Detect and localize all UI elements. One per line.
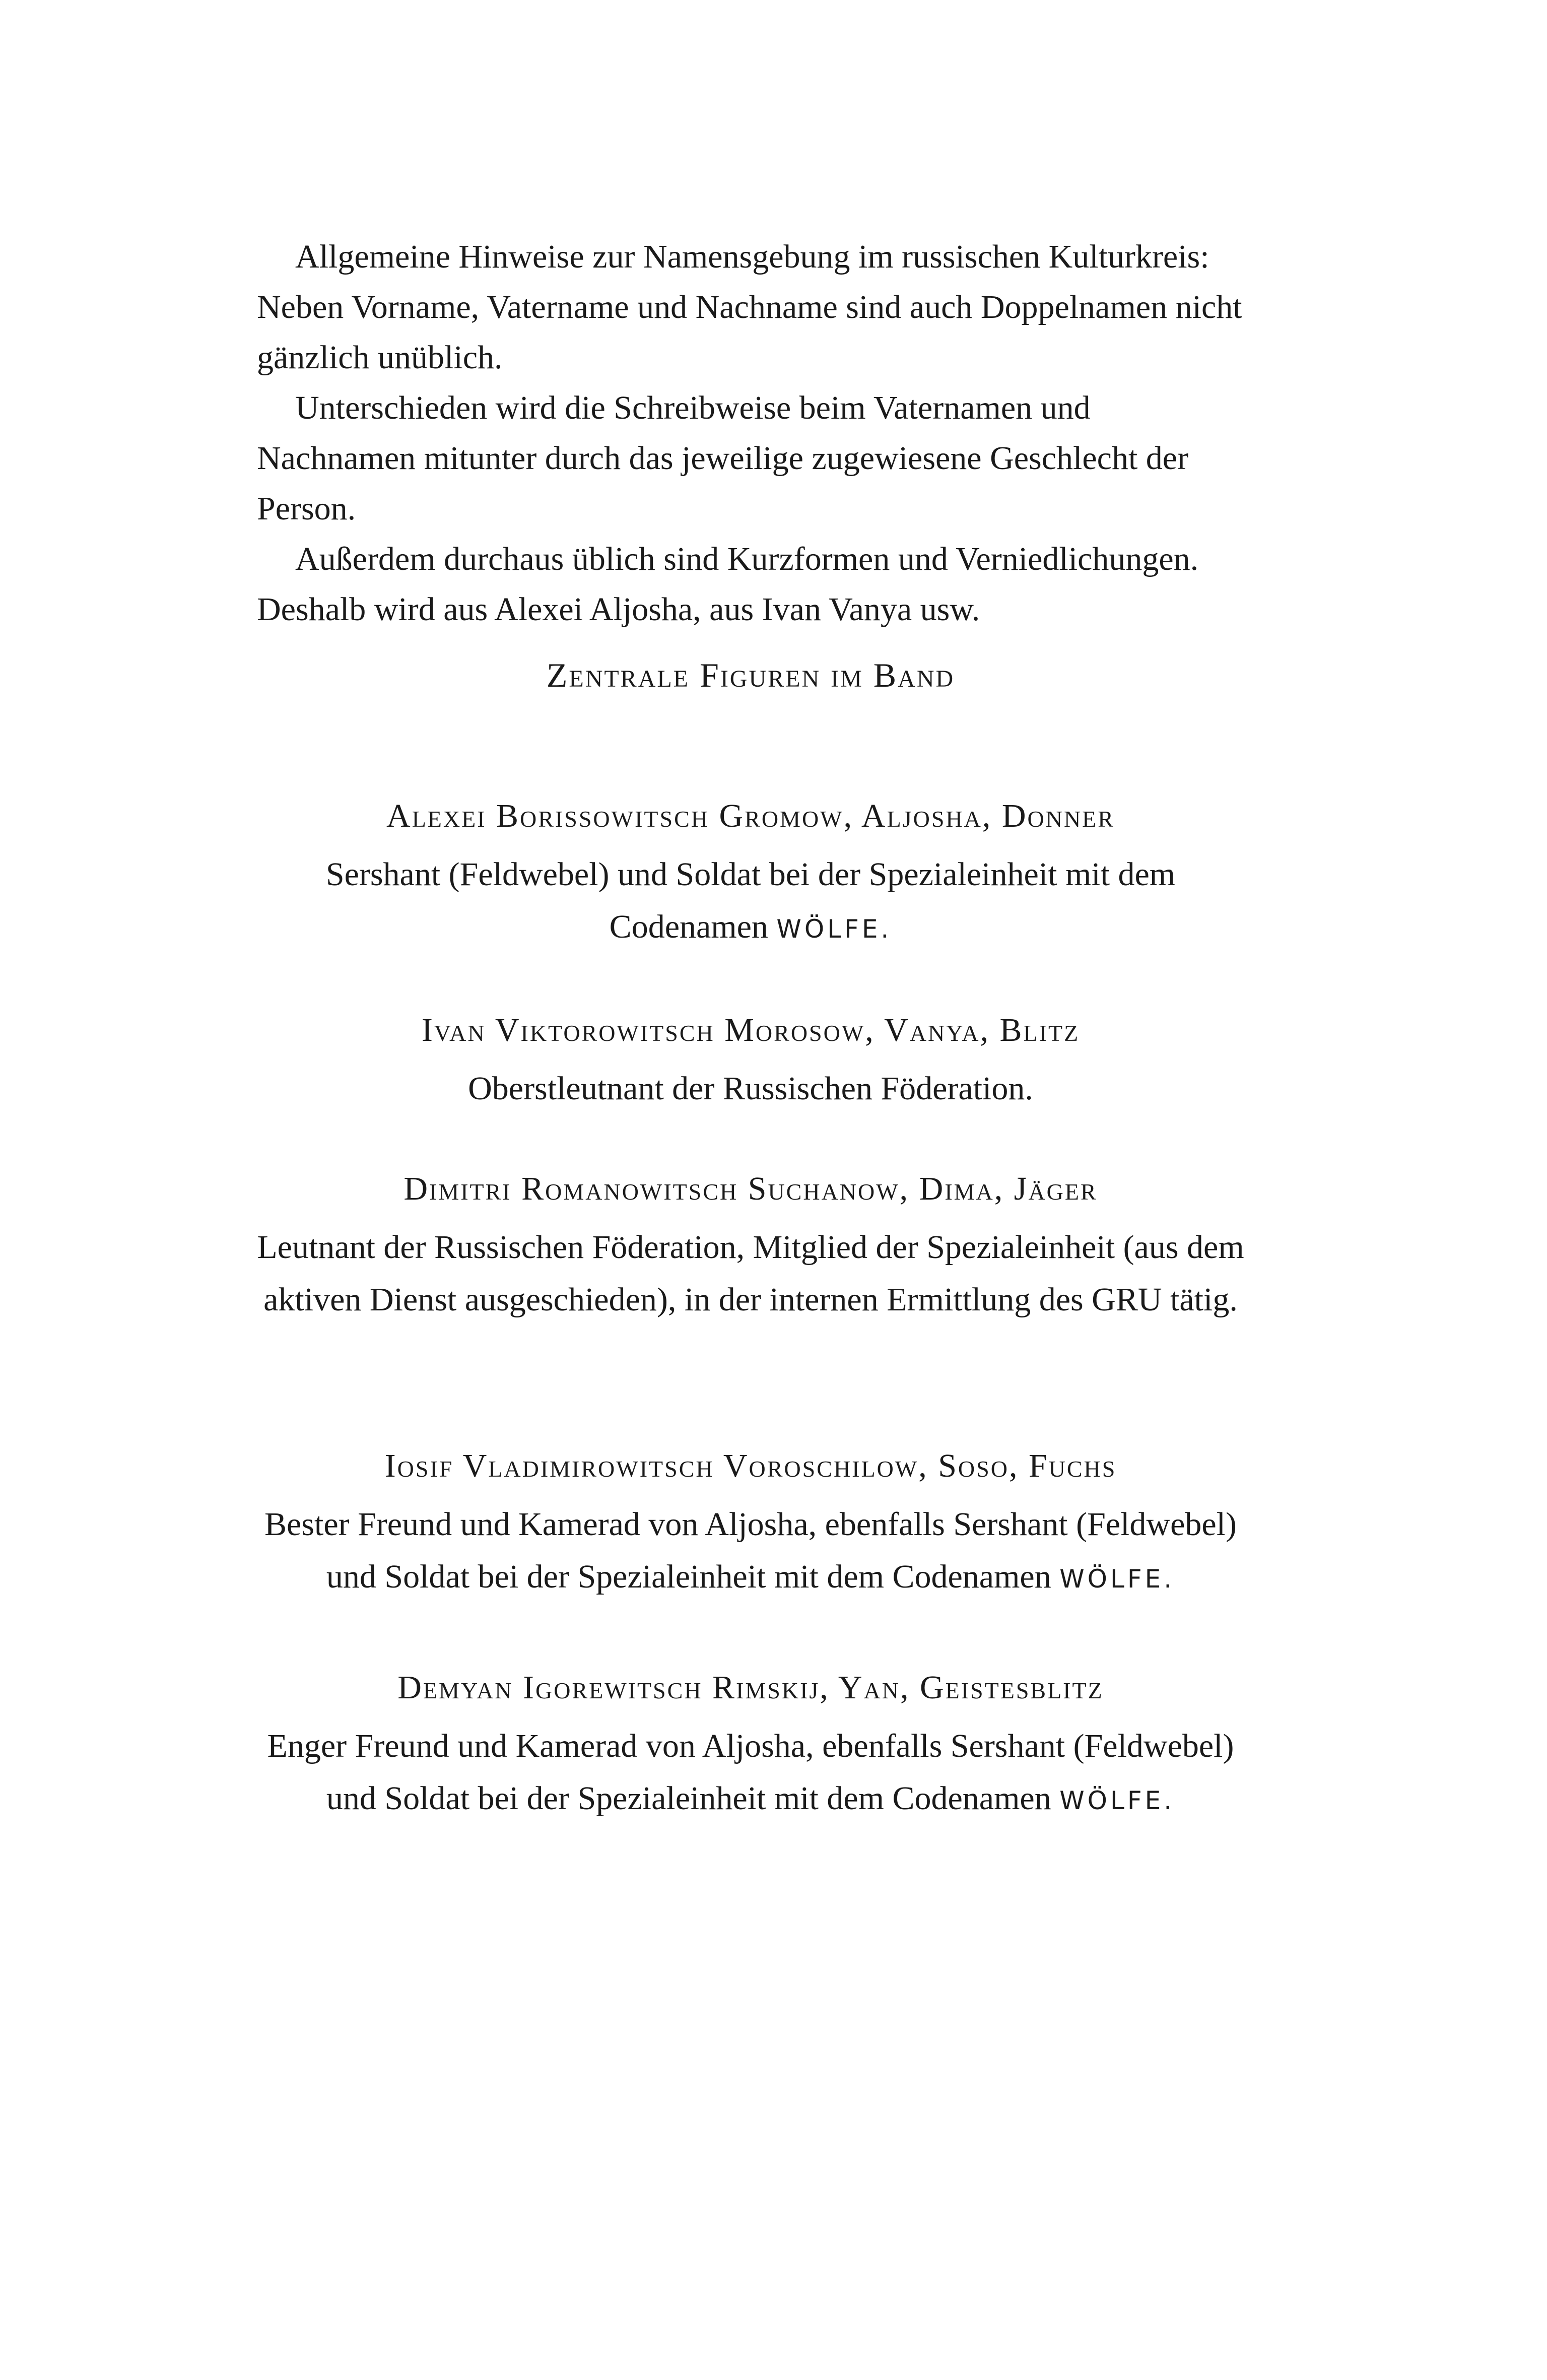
character-entry <box>247 791 1254 955</box>
character-description <box>247 1720 1254 1827</box>
character-description-text: Sershant (Feldwebel) und Soldat bei der Spezialeinheit mit dem Codenamen <box>325 856 1176 945</box>
intro-paragraph: Unterschieden wird die Schreibweise beim Vaternamen und Nachnamen mitunter durch das jeweilige zugewiesene Geschlecht der Person. <box>257 389 1189 527</box>
character-entry <box>247 1441 1254 1605</box>
character-description <box>247 848 1254 955</box>
character-entry <box>247 1663 1254 1827</box>
intro-paragraph: Allgemeine Hinweise zur Namensgebung im russischen Kulturkreis: Neben Vorname, Vatername und Nachname sind auch Doppelnamen nicht gänzlich unüblich. <box>257 238 1242 376</box>
character-description-text: Bester Freund und Kamerad von Aljosha, ebenfalls Sershant (Feldwebel) und Soldat bei der Spezialeinheit mit dem Codenamen <box>264 1506 1237 1595</box>
character-entry <box>247 1005 1254 1115</box>
character-description-text: Leutnant der Russischen Föderation, Mitglied der Spezialeinheit (aus dem aktiven Dienst ausgeschieden), in der internen Ermittlung des GRU tätig. <box>257 1229 1244 1318</box>
character-name: Ivan Viktorowitsch Morosow, Vanya, Blitz <box>421 1012 1080 1048</box>
intro-notes <box>257 232 1244 635</box>
character-name: Demyan Igorewitsch Rimskij, Yan, Geistesblitz <box>397 1669 1104 1706</box>
character-name: Iosif Vladimirowitsch Voroschilow, Soso, Fuchs <box>384 1447 1117 1484</box>
character-description <box>247 1498 1254 1605</box>
unit-codename: WÖLFE. <box>776 914 892 944</box>
character-description <box>247 1063 1254 1115</box>
character-name: Dimitri Romanowitsch Suchanow, Dima, Jäger <box>403 1170 1098 1207</box>
character-entry <box>247 1164 1254 1326</box>
character-description-text: Oberstleutnant der Russischen Föderation. <box>468 1070 1033 1107</box>
intro-paragraph: Außerdem durchaus üblich sind Kurzformen und Verniedlichungen. Deshalb wird aus Alexei Aljosha, aus Ivan Vanya usw. <box>257 541 1199 628</box>
character-name: Alexei Borissowitsch Gromow, Aljosha, Donner <box>386 798 1115 834</box>
section-title: Zentrale Figuren im Band <box>546 656 955 694</box>
character-description-text: Enger Freund und Kamerad von Aljosha, ebenfalls Sershant (Feldwebel) und Soldat bei der Spezialeinheit mit dem Codenamen <box>267 1728 1234 1817</box>
unit-codename: WÖLFE. <box>1059 1564 1175 1594</box>
unit-codename: WÖLFE. <box>1059 1786 1175 1815</box>
character-description <box>247 1221 1254 1326</box>
